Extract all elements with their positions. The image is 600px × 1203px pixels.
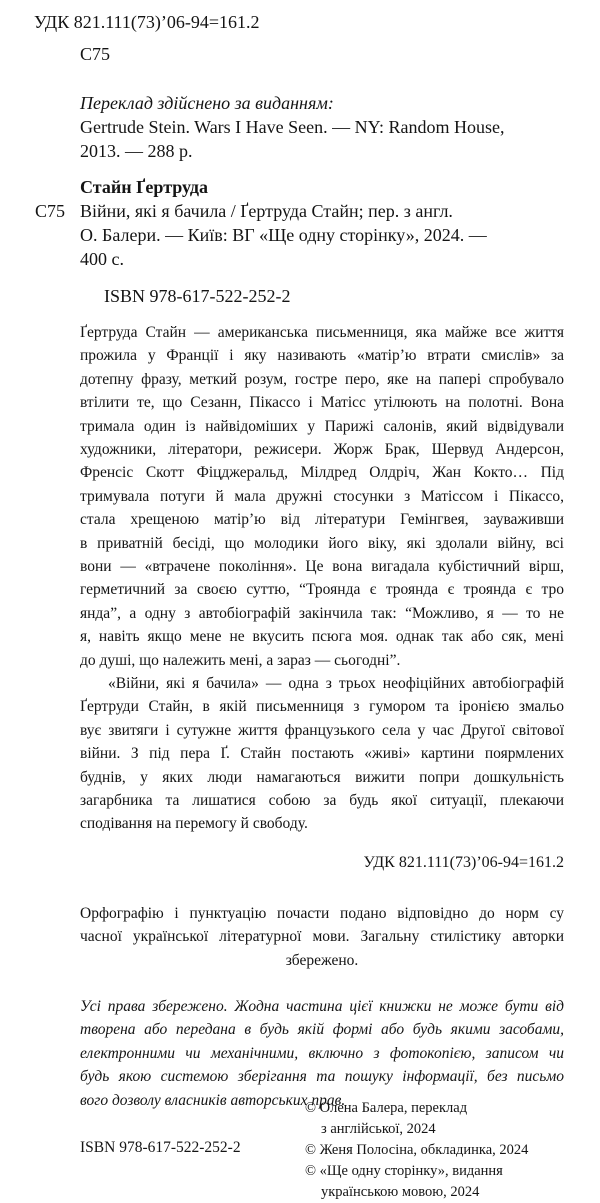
annotation-line: герметичний за своєю суттю, “Троянда є троянда є троянда є тро — [80, 581, 564, 599]
original-edition-line-2: 2013. — 288 p. — [80, 141, 193, 161]
annotation-paragraph-2 — [80, 672, 564, 836]
annotation-line: вує звитяги і сутужне життя французького села у час Другої світової — [80, 721, 564, 739]
annotation-line: янда”, а одну з автобіографій закінчила так: “Можливо, я — то не — [80, 604, 564, 622]
bibliographic-code: С75 — [35, 201, 66, 221]
copyright-edition-cont: українською мовою, 2024 — [321, 1184, 480, 1200]
rights-line: електронними чи механічними, включно з фотокопією, записом чи — [80, 1044, 564, 1062]
annotation-line: Ґертруди Стайн, в якій письменниця з гумором та іронією змальо — [80, 698, 564, 716]
footer-isbn: ISBN 978-617-522-252-2 — [80, 1139, 241, 1156]
author-heading: Стайн Ґертруда — [80, 177, 208, 197]
annotation-line: тримувала потуги й мала дружні стосунки з Матіссом і Пікассо, — [80, 487, 564, 505]
udk-code-repeat: УДК 821.111(73)’06-94=161.2 — [363, 854, 564, 871]
annotation-line: в приватній бесіді, що молодики його віку, які здолали війну, всі — [80, 534, 564, 552]
bibliographic-pages: 400 с. — [80, 249, 124, 269]
annotation-line: до душі, що належить мені, а зараз — сьогодні”. — [80, 651, 401, 669]
annotation-line: «Війни, які я бачила» — одна з трьох неофіційних автобіографій — [108, 675, 564, 692]
bibliographic-title-line-1: Війни, які я бачила / Ґертруда Стайн; пер. з англ. — [80, 201, 453, 221]
translation-label: Переклад здійснено за виданням: — [80, 93, 334, 113]
annotation-line: втілити те, що Сезанн, Пікассо і Матісс утілюють на полотні. Вона — [80, 394, 564, 412]
annotation-line: стала хрещеною матір’ю від літератури Гемінгвея, зауваживши — [80, 511, 564, 529]
copyright-block — [305, 1098, 575, 1203]
annotation-line: буднів, у яких люди намагаються вижити попри дошкульність — [80, 768, 564, 786]
orthography-note — [80, 902, 564, 972]
annotation-line: тримала один із найвідоміших у Парижі салонів, який відвідували — [80, 417, 564, 435]
annotation-paragraph-1 — [80, 321, 564, 672]
orthography-line: збережено. — [285, 951, 359, 969]
annotation-line: війни. З під пера Ґ. Стайн постають «живі» картини поярмлених — [80, 745, 564, 763]
orthography-line: Орфографію і пунктуацію почасти подано відповідно до норм су — [80, 905, 564, 922]
copyright-translation-cont: з англійської, 2024 — [321, 1121, 436, 1137]
rights-line: творена або передана в будь якій формі або будь якими засобами, — [80, 1021, 564, 1039]
original-edition-line-1: Gertrude Stein. Wars I Have Seen. — NY: Random House, — [80, 117, 505, 137]
annotation-line: загарбника та лишатися собою за будь якої ситуації, плекаючи — [80, 792, 564, 810]
rights-line: Усі права збережено. Жодна частина цієї книжки не може бути від — [80, 998, 564, 1015]
annotation-line: я, навіть якщо мене не вкусить псюга моя. однак так або сяк, мені — [80, 628, 564, 646]
orthography-line: часної української літературної мови. Загальну стилістику авторки — [80, 928, 564, 946]
annotation-line: дотепну фразу, меткий розум, гостре перо, яке на папері спробувало — [80, 370, 564, 388]
annotation-line: вони — «втрачене покоління». Це вона вигадала кубістичний вірш, — [80, 558, 564, 576]
bibliographic-title-line-2: О. Балери. — Київ: ВГ «Ще одну сторінку», 2024. — — [80, 225, 487, 245]
annotation-line: Ґертруда Стайн — американська письменниця, яка майже все життя — [80, 324, 564, 341]
annotation-line: художники, літератори, режисери. Жорж Брак, Шервуд Андерсон, — [80, 441, 564, 459]
bibliographic-isbn: ISBN 978-617-522-252-2 — [104, 286, 291, 306]
annotation-line: Френсіс Скотт Фіцджеральд, Мілдред Олдріч, Жан Кокто… Під — [80, 464, 564, 482]
rights-line: вого дозволу власників авторських прав. — [80, 1091, 346, 1109]
copyright-cover: © Женя Полосіна, обкладинка, 2024 — [305, 1142, 529, 1158]
copyright-edition: © «Ще одну сторінку», видання — [305, 1163, 503, 1179]
rights-note — [80, 995, 564, 1112]
rights-line: будь якою системою зберігання та пошуку інформації, без письмо — [80, 1068, 564, 1086]
annotation-line: прожила у Франції і яку називають «матір’ю втрати смислів» за — [80, 347, 564, 365]
bbk-code: С75 — [80, 44, 111, 64]
copyright-translation: © Олена Балера, переклад — [305, 1100, 468, 1116]
udk-code: УДК 821.111(73)’06-94=161.2 — [34, 12, 260, 32]
annotation-line: сподівання на перемогу й свободу. — [80, 815, 308, 833]
